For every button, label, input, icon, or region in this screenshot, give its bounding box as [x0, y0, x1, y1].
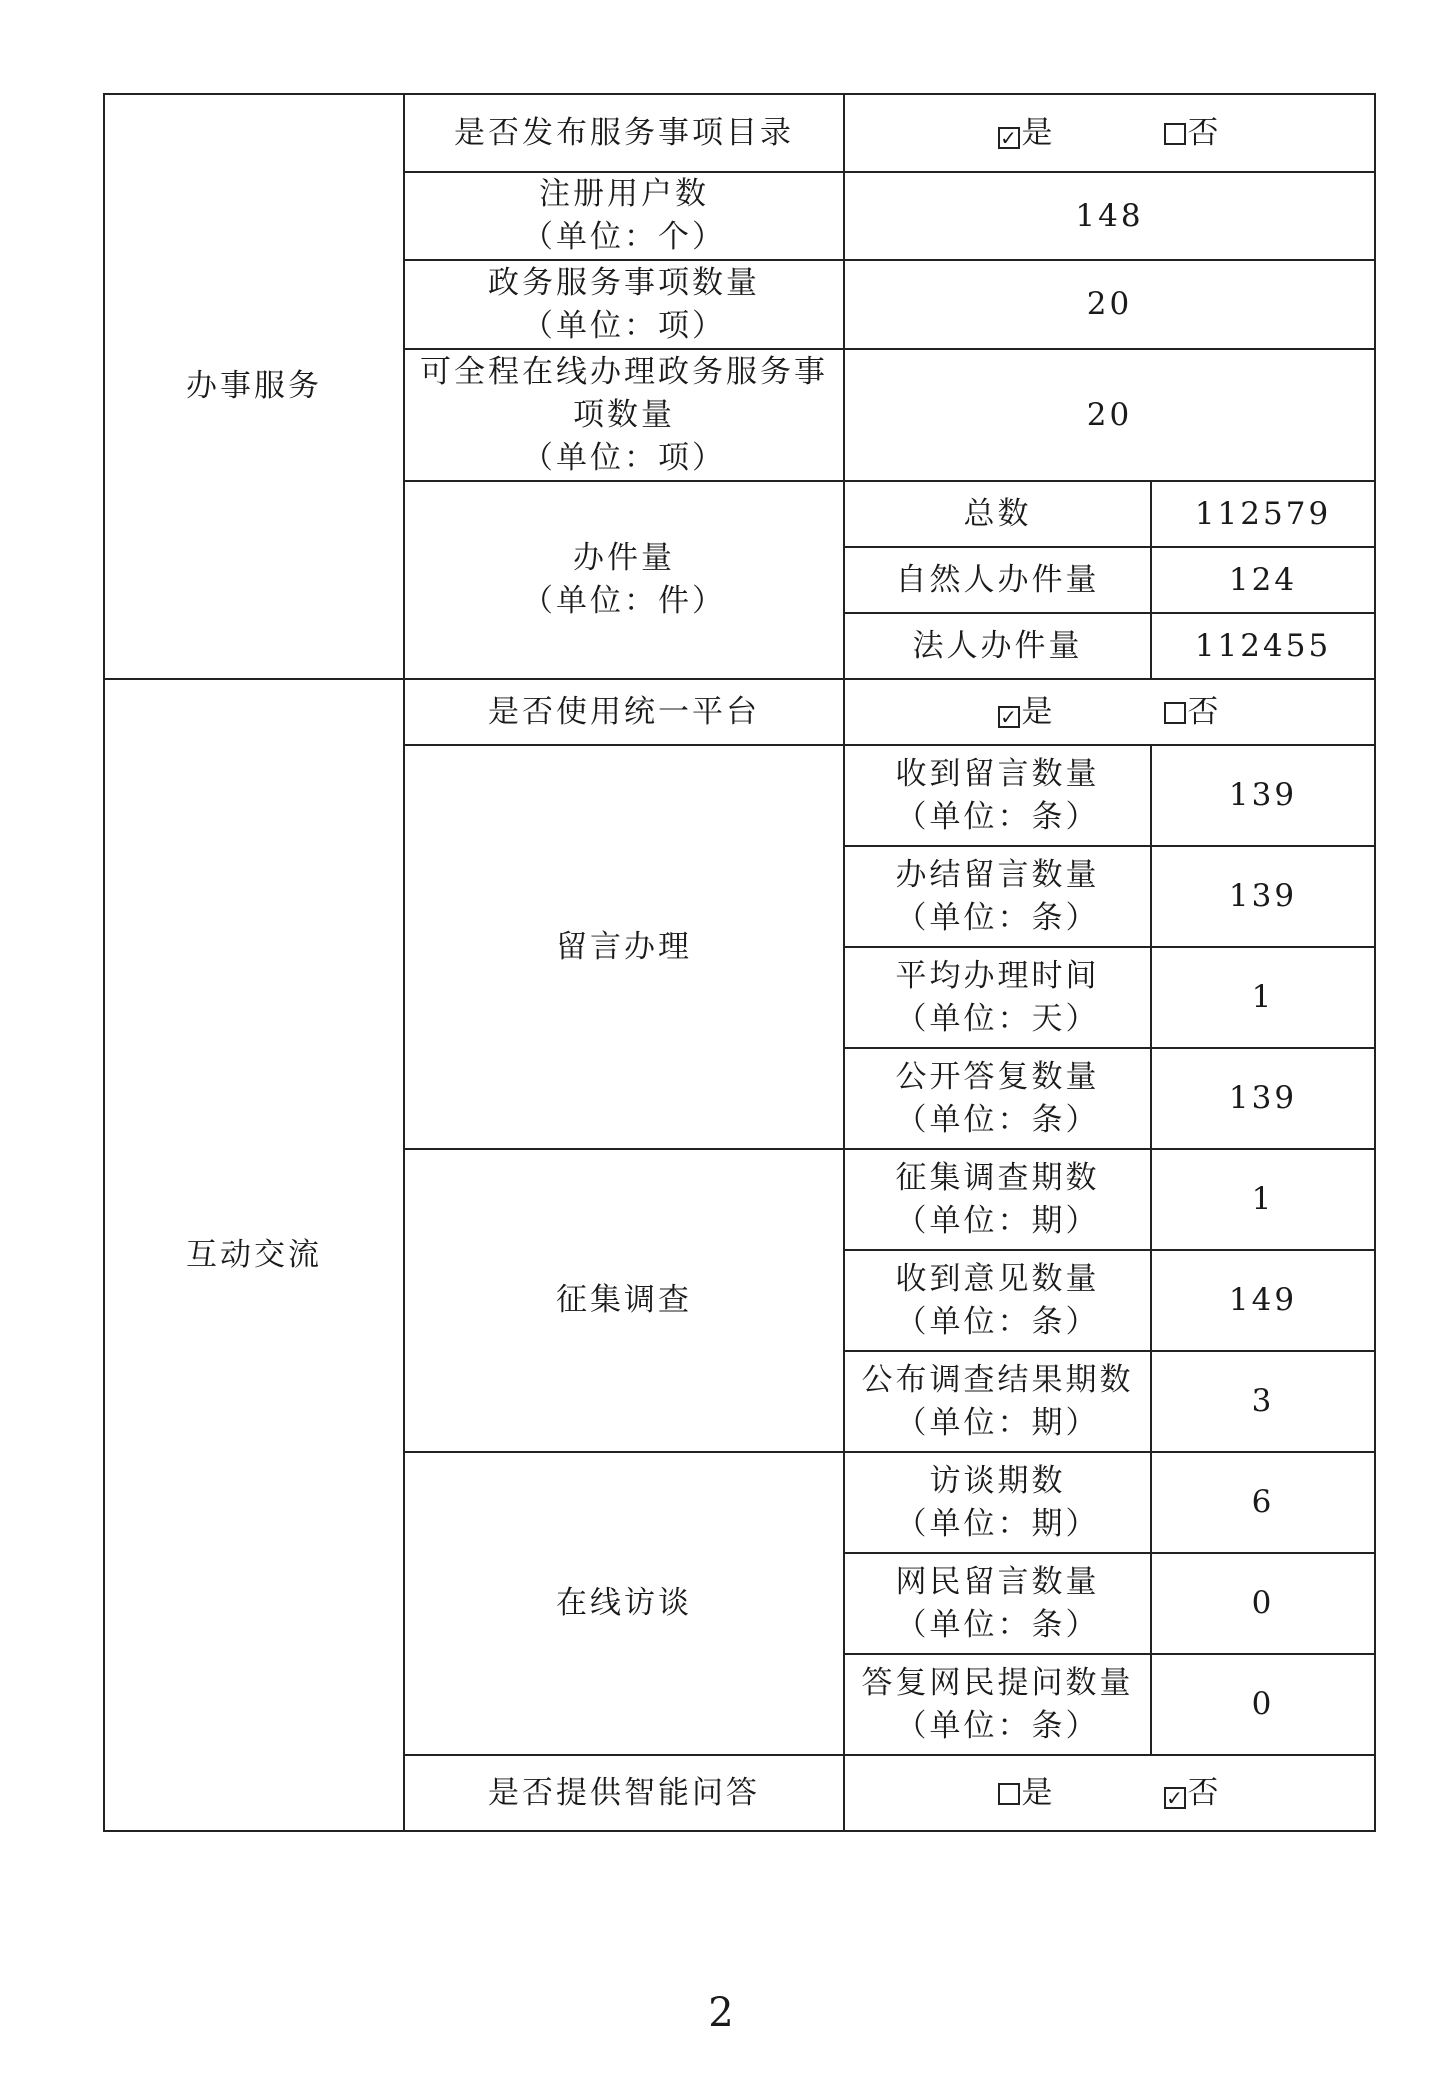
interview-row-label: 访谈期数 （单位：期）	[844, 1452, 1151, 1553]
smart-qa-label: 是否提供智能问答	[404, 1755, 844, 1831]
smart-qa-yes[interactable]: 是	[998, 1772, 1056, 1815]
registered-users-label: 注册用户数 （单位：个）	[404, 172, 844, 260]
volume-natural-value: 124	[1151, 547, 1375, 613]
messages-label: 留言办理	[404, 745, 844, 1149]
checkbox-checked-icon: ✓	[998, 706, 1020, 728]
messages-row-value: 139	[1151, 846, 1375, 947]
messages-row-value: 1	[1151, 947, 1375, 1048]
registered-users-value: 148	[844, 172, 1375, 260]
survey-row-value: 149	[1151, 1250, 1375, 1351]
volume-legal-label: 法人办件量	[844, 613, 1151, 679]
volume-total-value: 112579	[1151, 481, 1375, 547]
volume-total-label: 总数	[844, 481, 1151, 547]
interview-label: 在线访谈	[404, 1452, 844, 1755]
publish-catalog-no[interactable]: 否	[1164, 112, 1222, 155]
messages-row-label: 收到留言数量 （单位：条）	[844, 745, 1151, 846]
messages-row-label: 平均办理时间 （单位：天）	[844, 947, 1151, 1048]
page-number: 2	[708, 1990, 734, 2036]
unified-platform-choice	[844, 679, 1375, 745]
survey-row-label: 收到意见数量 （单位：条）	[844, 1250, 1151, 1351]
survey-row-value: 3	[1151, 1351, 1375, 1452]
messages-row-label: 公开答复数量 （单位：条）	[844, 1048, 1151, 1149]
smart-qa-no[interactable]: ✓ 否	[1164, 1772, 1222, 1815]
survey-row-label: 征集调查期数 （单位：期）	[844, 1149, 1151, 1250]
survey-row-value: 1	[1151, 1149, 1375, 1250]
unified-platform-no[interactable]: 否	[1164, 691, 1222, 734]
unified-platform-label: 是否使用统一平台	[404, 679, 844, 745]
interview-row-value: 0	[1151, 1553, 1375, 1654]
messages-row-label: 办结留言数量 （单位：条）	[844, 846, 1151, 947]
section-title-interaction: 互动交流	[104, 679, 404, 1831]
checkbox-checked-icon: ✓	[998, 127, 1020, 149]
survey-label: 征集调查	[404, 1149, 844, 1452]
messages-row-value: 139	[1151, 1048, 1375, 1149]
interview-row-label: 网民留言数量 （单位：条）	[844, 1553, 1151, 1654]
service-items-value: 20	[844, 260, 1375, 349]
messages-row-value: 139	[1151, 745, 1375, 846]
service-items-label: 政务服务事项数量 （单位：项）	[404, 260, 844, 349]
smart-qa-choice	[844, 1755, 1375, 1831]
interview-row-value: 6	[1151, 1452, 1375, 1553]
interview-row-label: 答复网民提问数量 （单位：条）	[844, 1654, 1151, 1755]
checkbox-checked-icon: ✓	[1164, 1787, 1186, 1809]
survey-row-label: 公布调查结果期数 （单位：期）	[844, 1351, 1151, 1452]
volume-natural-label: 自然人办件量	[844, 547, 1151, 613]
publish-catalog-yes[interactable]: ✓ 是	[998, 112, 1056, 155]
volume-label: 办件量 （单位：件）	[404, 481, 844, 679]
online-items-label: 可全程在线办理政务服务事 项数量 （单位：项）	[404, 349, 844, 481]
checkbox-empty-icon	[1164, 123, 1186, 145]
volume-legal-value: 112455	[1151, 613, 1375, 679]
section-title-service: 办事服务	[104, 94, 404, 679]
online-items-value: 20	[844, 349, 1375, 481]
publish-catalog-label: 是否发布服务事项目录	[404, 94, 844, 172]
publish-catalog-choice	[844, 94, 1375, 172]
interview-row-value: 0	[1151, 1654, 1375, 1755]
checkbox-empty-icon	[1164, 702, 1186, 724]
report-table	[103, 93, 1376, 1832]
unified-platform-yes[interactable]: ✓ 是	[998, 691, 1056, 734]
checkbox-empty-icon	[998, 1783, 1020, 1805]
